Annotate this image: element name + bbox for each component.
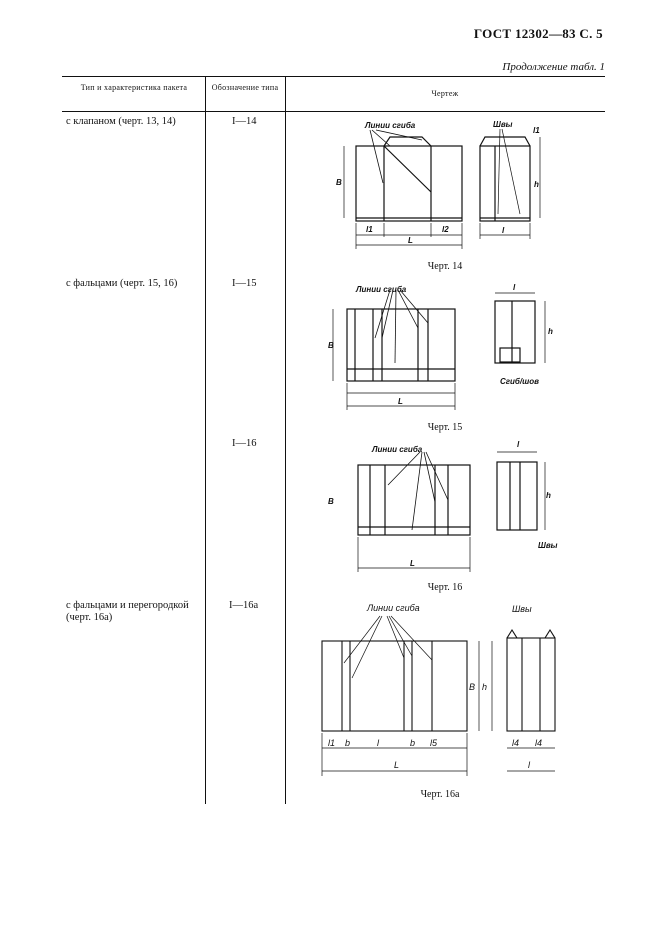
label-seam: Сгиб/шов xyxy=(500,377,539,386)
dim-h: h xyxy=(534,180,539,189)
row-type: I—16 xyxy=(232,438,257,449)
drawing-caption: Черт. 15 xyxy=(427,422,463,433)
column-header-drawing: Чертеж xyxy=(431,89,459,98)
label-fold-lines: Линии сгиба xyxy=(367,603,420,613)
label-fold-lines: Линии сгиба xyxy=(365,121,416,130)
dim-l: l xyxy=(502,226,505,235)
dim-B: B xyxy=(328,341,334,350)
table-header-rule xyxy=(62,111,605,112)
drawing-16 xyxy=(320,440,560,580)
dim-h: h xyxy=(548,327,553,336)
dim-B: B xyxy=(469,682,476,692)
dim-B: B xyxy=(328,497,334,506)
label-seams: Швы xyxy=(512,604,532,614)
column-header-type: Обозначение типа xyxy=(211,83,279,92)
dim-l: l xyxy=(517,440,520,449)
column-divider-1 xyxy=(205,76,206,804)
row-description: с фальцами и перегородкой (черт. 16а) xyxy=(66,600,189,623)
dim-l4: l4 xyxy=(512,738,520,748)
drawing-caption: Черт. 16а xyxy=(420,789,460,800)
row-description: с фальцами (черт. 15, 16) xyxy=(66,278,178,289)
dim-L: L xyxy=(408,236,413,245)
table-top-rule xyxy=(62,76,605,77)
dim-l1: l1 xyxy=(366,225,373,234)
drawing-14 xyxy=(320,115,560,255)
page-header: ГОСТ 12302—83 С. 5 xyxy=(473,26,603,41)
dim-l: l xyxy=(377,738,379,748)
dim-B: B xyxy=(336,178,342,187)
label-seams: Швы xyxy=(493,120,513,129)
dim-l1: l1 xyxy=(328,738,336,748)
dim-h: h xyxy=(546,491,551,500)
dim-L: L xyxy=(398,397,403,406)
row-type: I—15 xyxy=(232,278,257,289)
row-description: с клапаном (черт. 13, 14) xyxy=(66,116,176,127)
row-type: I—14 xyxy=(232,116,257,127)
table-continuation: Продолжение табл. 1 xyxy=(502,61,605,73)
dim-l5: l5 xyxy=(430,738,438,748)
drawing-caption: Черт. 14 xyxy=(427,261,463,272)
drawing-15 xyxy=(320,278,560,418)
dim-l4: l4 xyxy=(535,738,543,748)
label-fold-lines: Линии сгиба xyxy=(356,285,407,294)
dim-L: L xyxy=(410,559,415,568)
dim-b: b xyxy=(345,738,351,748)
dim-l1: l1 xyxy=(533,126,540,135)
dim-l: l xyxy=(513,283,516,292)
dim-b: b xyxy=(410,738,416,748)
drawing-caption: Черт. 16 xyxy=(427,582,463,593)
column-divider-2 xyxy=(285,76,286,804)
label-seams: Швы xyxy=(538,541,558,550)
dim-l: l xyxy=(528,760,530,770)
column-header-description: Тип и характеристика пакета xyxy=(80,83,188,92)
dim-h: h xyxy=(482,682,488,692)
drawing-16a xyxy=(312,598,562,773)
dim-l2: l2 xyxy=(442,225,449,234)
row-type: I—16а xyxy=(229,600,259,611)
label-fold-lines: Линии сгиба xyxy=(372,445,423,454)
dim-L: L xyxy=(394,760,400,770)
